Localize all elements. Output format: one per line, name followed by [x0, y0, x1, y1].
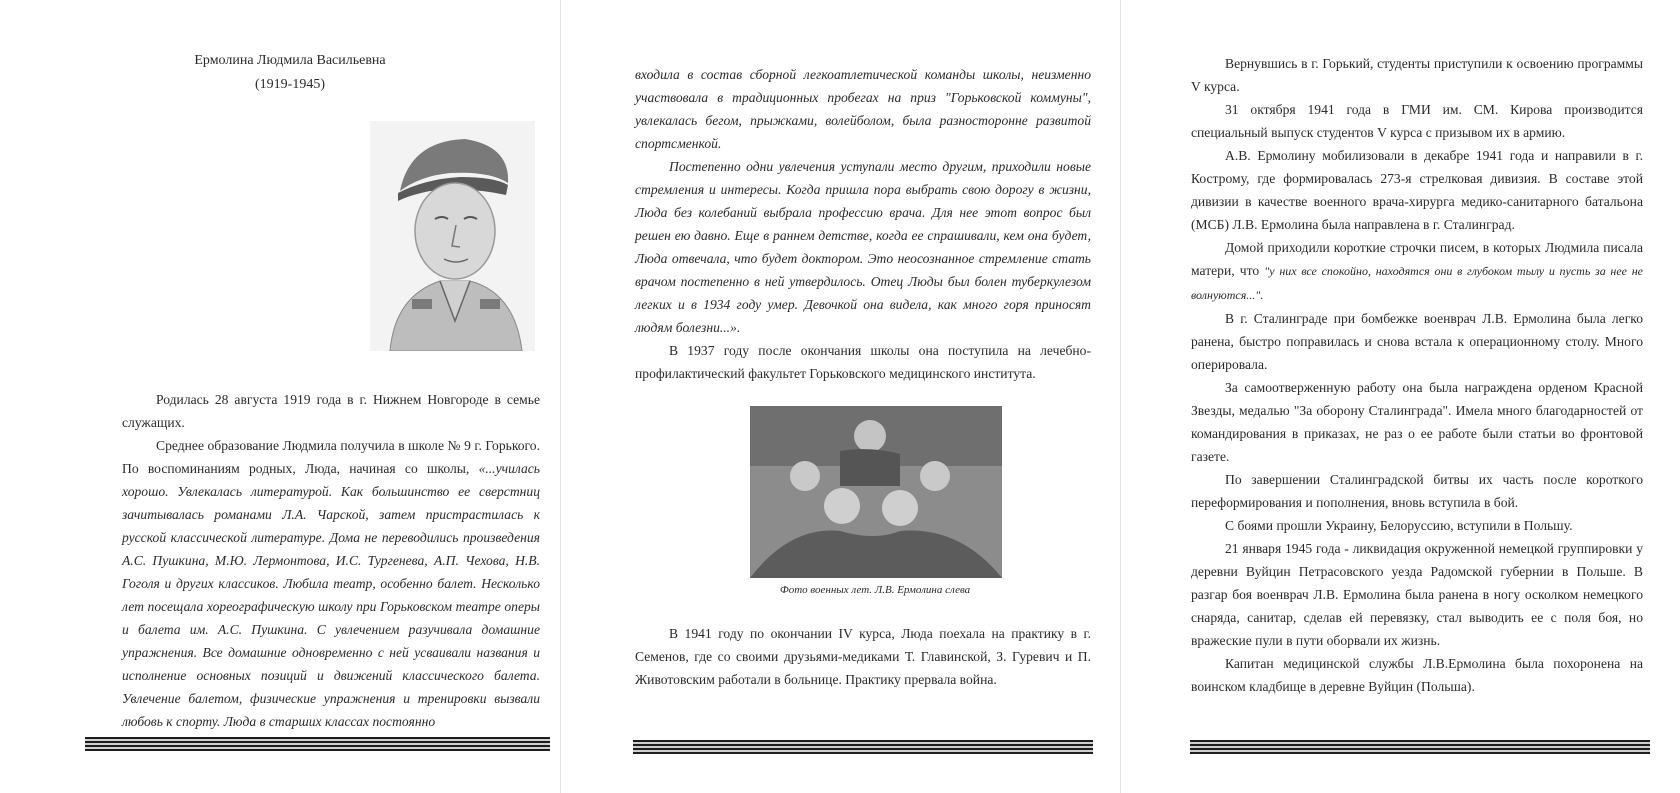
photo-caption: Фото военных лет. Л.В. Ермолина слева — [779, 584, 971, 596]
paragraph: Капитан медицинской службы Л.В.Ермолина была похоронена на воинском кладбище в деревне Вуйцин (Польша). — [1191, 656, 1643, 694]
text-span: Среднее образование Людмила получила в школе № 9 г. Горького. По воспоминаниям родных, Люда, начиная со школы, — [122, 438, 540, 476]
ribbon-divider — [633, 740, 1093, 754]
page-title: Ермолина Людмила Васильевна — [194, 53, 386, 68]
paragraph: По завершении Сталинградской битвы их часть после короткого переформирования и пополнения, вновь вступила в бой. — [1191, 472, 1643, 510]
paragraph: 21 января 1945 года - ликвидация окруженной немецкой группировки у деревни Вуйцин Петрасовского уезда Радомской губернии в Польше. В разгар боя военврач Л.В. Ермолина была ранена в ногу осколком немецкого снаряда, санитар, сделав ей перевязку, стал выводить ее с поля боя, но вражеские пули в пути оборвали их жизнь. — [1191, 541, 1643, 648]
page-divider — [1120, 0, 1121, 793]
text-span: Домой приходили короткие строчки писем, в которых Людмила писала матери, что — [1191, 240, 1643, 278]
page-subtitle-years: (1919-1945) — [255, 77, 325, 92]
paragraph: За самоотверженную работу она была награждена орденом Красной Звезды, медалью "За оборону Сталинграда". Имела много благодарностей от командирования в приказах, не раз о ее работе были статьи во фронтовой газете. — [1191, 380, 1643, 464]
paragraph: входила в состав сборной легкоатлетической команды школы, неизменно участвовала в традиционных пробегах на приз "Горьковской коммуны", увлекалась бегом, прыжками, волейболом, была разносторонне развитой спортсменкой. — [635, 67, 1091, 151]
page1-text — [122, 388, 540, 733]
paragraph: В г. Сталинграде при бомбежке военврач Л.В. Ермолина была легко ранена, быстро поправилась и снова встала к операционному столу. Много оперировала. — [1191, 311, 1643, 372]
paragraph: Вернувшись в г. Горький, студенты приступили к освоению программы V курса. — [1191, 56, 1643, 94]
group-photo — [750, 406, 1002, 578]
paragraph: Постепенно одни увлечения уступали место другим, приходили новые стремления и интересы. Когда пришла пора выбрать свою дорогу в жизни, Люда без колебаний выбрала профессию врача. Для нее этот вопрос был решен ею давно. Еще в раннем детстве, когда ее спрашивали, кем она будет, Люда отвечала, что будет доктором. Это неосознанное стремление стать врачом постепенно в ней утвердилось. Отец Люды был болен туберкулезом легких и в 1934 году умер. Девочкой она видела, как много горя приносят людям болезни...». — [635, 159, 1091, 335]
page-divider — [560, 0, 561, 793]
paragraph: Родилась 28 августа 1919 года в г. Нижнем Новгороде в семье служащих. — [122, 392, 540, 430]
paragraph: 31 октября 1941 года в ГМИ им. СМ. Кирова производится специальный выпуск студентов V курса с призывом их в армию. — [1191, 102, 1643, 140]
ribbon-divider — [1190, 740, 1650, 754]
paragraph: А.В. Ермолину мобилизовали в декабре 1941 года и направили в г. Кострому, где формировалась 273-я стрелковая дивизия. В составе этой дивизии в качестве военного врача-хирурга медико-санитарного батальона (МСБ) Л.В. Ермолина была направлена в г. Сталинград. — [1191, 148, 1643, 232]
paragraph: В 1941 году по окончании IV курса, Люда поехала на практику в г. Семенов, где со своими друзьями-медиками Т. Главинской, З. Гуревич и П. Животовским работали в больнице. Практику прервала война. — [635, 626, 1091, 687]
portrait-drawing — [370, 121, 535, 351]
paragraph — [1191, 236, 1643, 307]
photo-icon — [750, 406, 1002, 578]
page2-text-bottom — [635, 622, 1091, 691]
portrait-sketch-icon — [370, 121, 535, 351]
page3-text — [1191, 52, 1643, 698]
page2-text-top — [635, 63, 1091, 385]
paragraph — [122, 434, 540, 733]
quote-span: "у них все спокойно, находятся они в глубоком тылу и пусть за нее не волнуются...". — [1191, 264, 1643, 302]
paragraph: В 1937 году после окончания школы она поступила на лечебно-профилактический факультет Горьковского медицинского института. — [635, 343, 1091, 381]
ribbon-divider — [85, 737, 550, 751]
paragraph: С боями прошли Украину, Белоруссию, вступили в Польшу. — [1225, 518, 1573, 533]
quote-span: «...училась хорошо. Увлекалась литературой. Как большинство ее сверстниц зачитывалась романами Л.А. Чарской, затем пристрастилась к русской классической литературе. Дома не переводились произведения А.С. Пушкина, М.Ю. Лермонтова, И.С. Тургенева, А.П. Чехова, Н.В. Гоголя и других классиков. Любила театр, особенно балет. Несколько лет посещала хореографическую школу при Горьковском театре оперы и балета им. А.С. Пушкина. С увлечением разучивала домашние упражнения. Все домашние одновременно с ней усваивали названия и исполнение основных позиций и движений классического балета. Увлечение балетом, физические упражнения и тренировки вызвали любовь к спорту. Люда в старших классах постоянно — [122, 461, 540, 729]
